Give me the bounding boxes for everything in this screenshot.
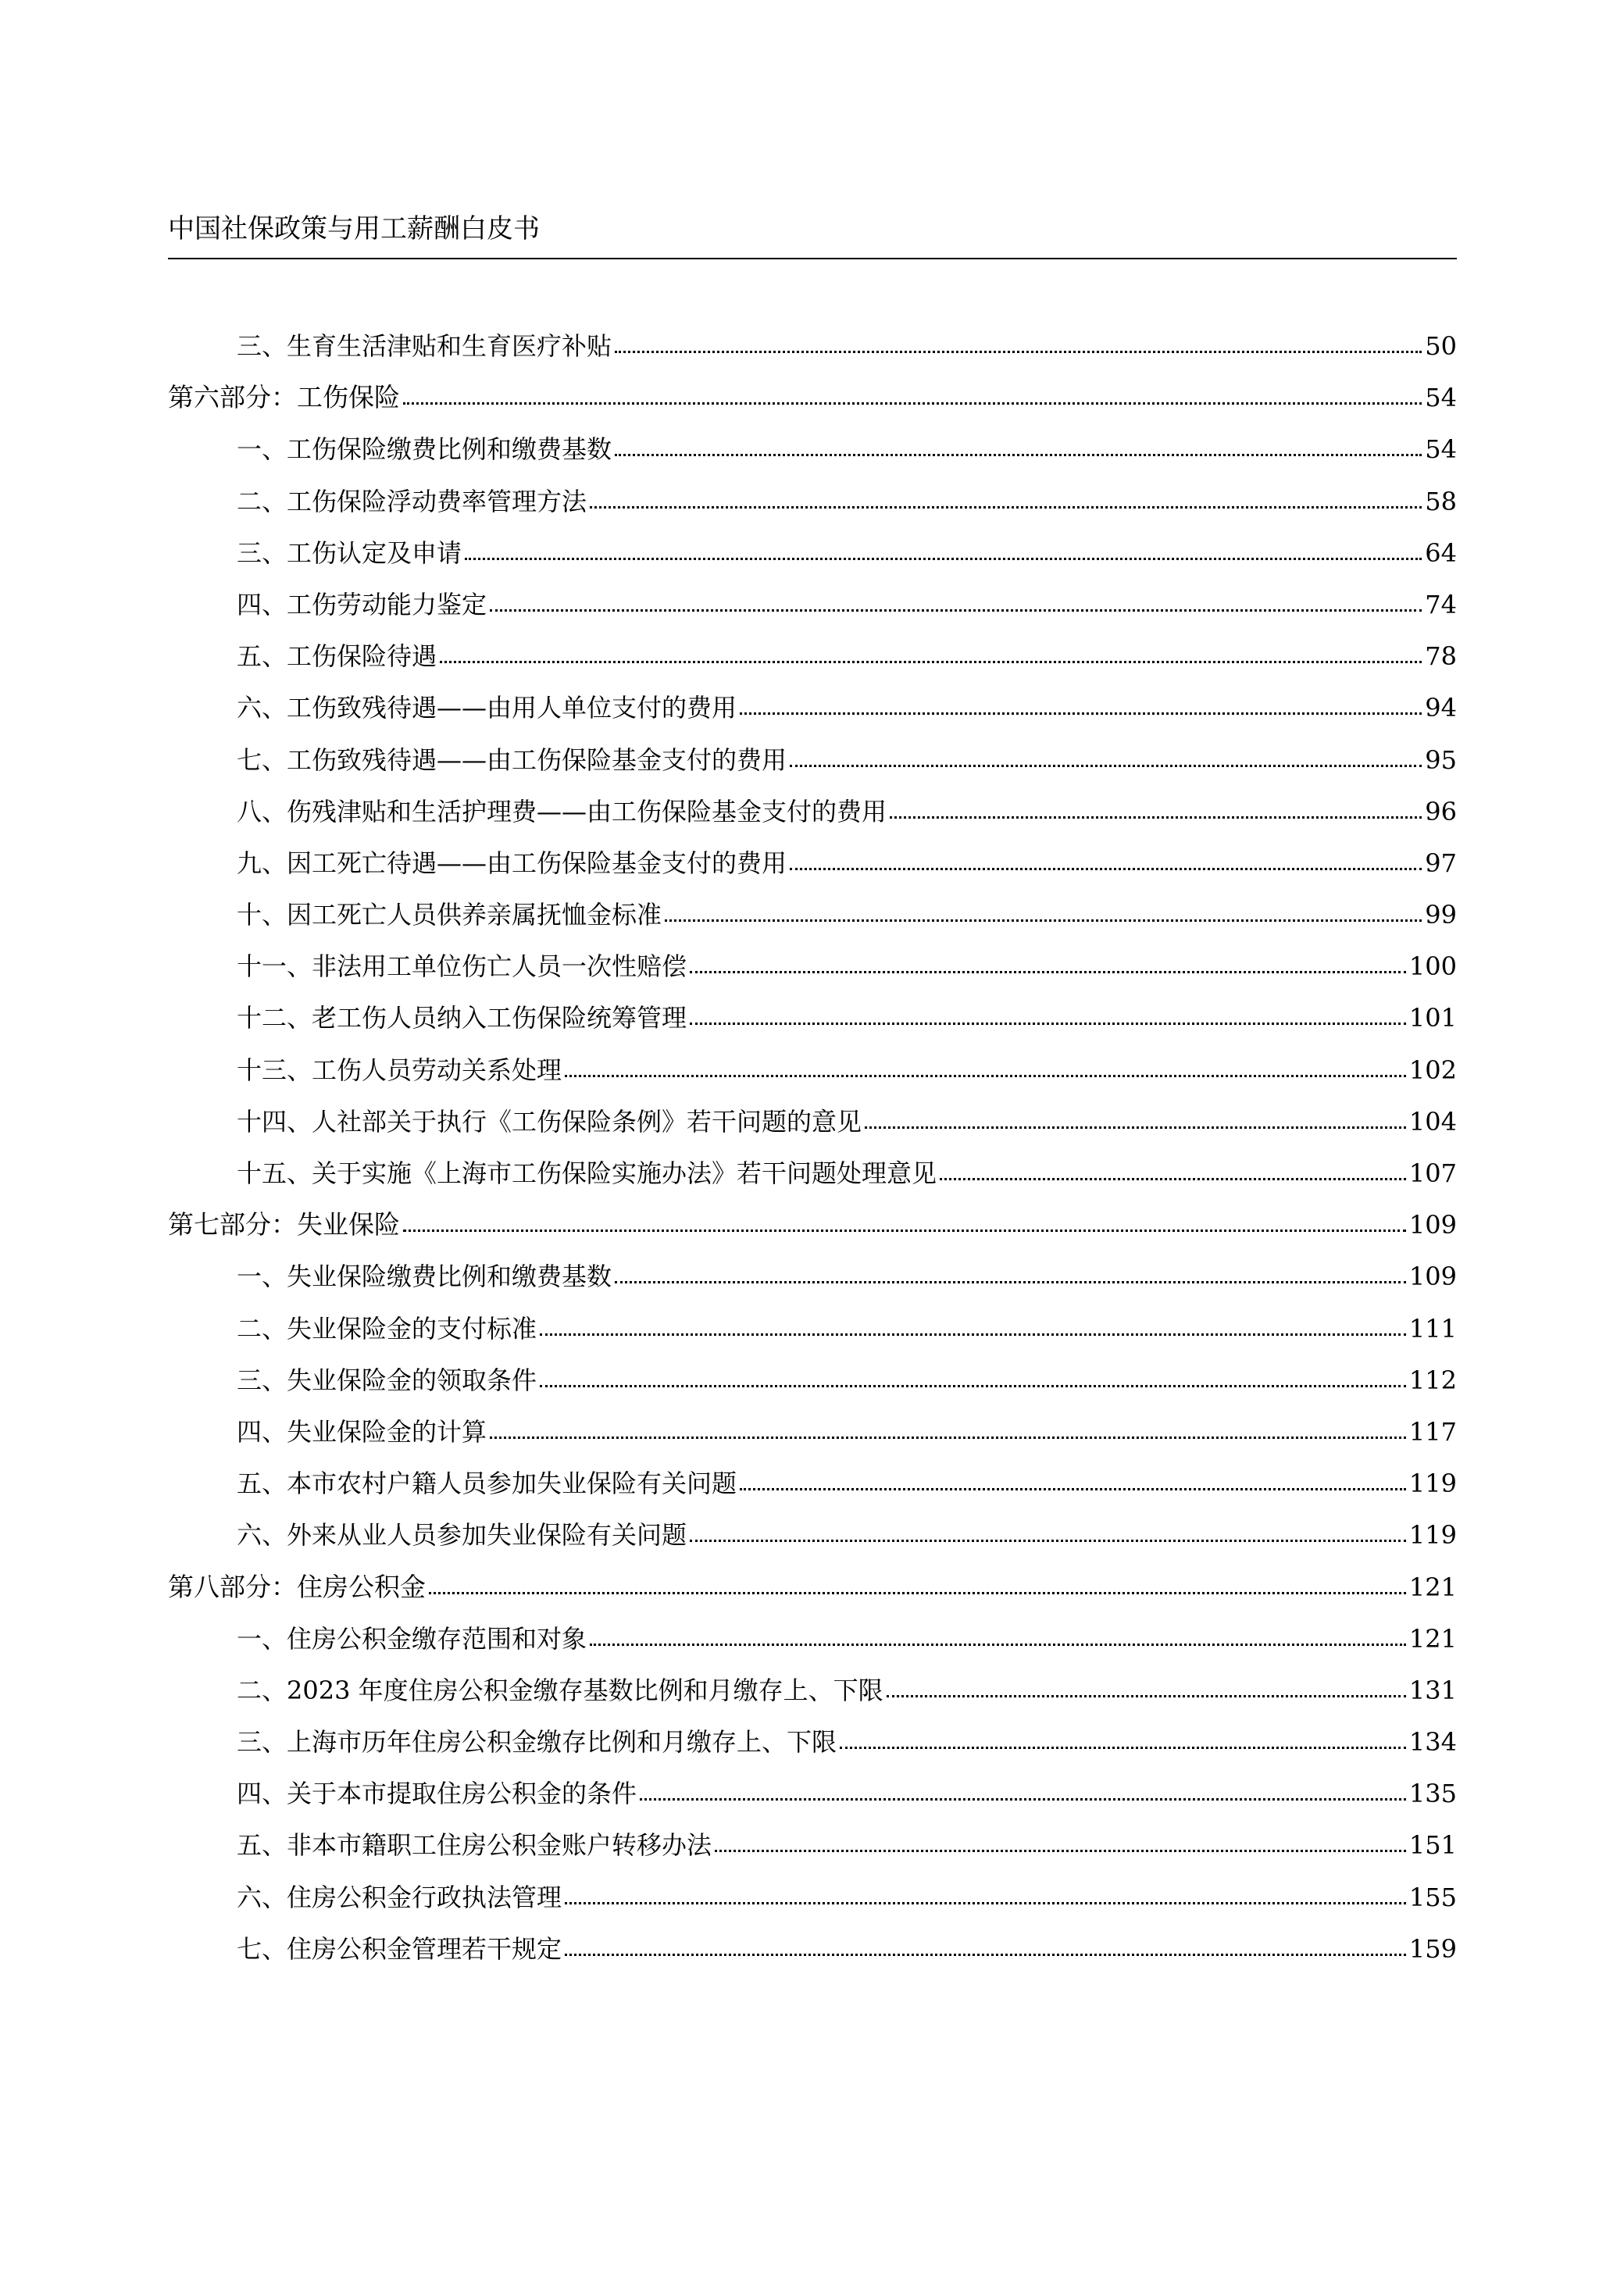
toc-dot-leader xyxy=(715,1848,1406,1852)
toc-page-number: 119 xyxy=(1408,1469,1457,1499)
toc-entry-title: 十、因工死亡人员供养亲属抚恤金标准 xyxy=(237,900,662,930)
toc-page-number: 107 xyxy=(1408,1158,1457,1188)
toc-dot-leader xyxy=(465,556,1422,560)
toc-dot-leader xyxy=(403,401,1422,405)
toc-entry-title: 十三、工伤人员劳动关系处理 xyxy=(237,1055,562,1085)
toc-dot-leader xyxy=(615,349,1422,353)
toc-entry-title: 五、非本市籍职工住房公积金账户转移办法 xyxy=(237,1830,712,1861)
toc-page-number: 111 xyxy=(1408,1313,1457,1344)
toc-dot-leader xyxy=(540,1332,1406,1336)
toc-entry[interactable] xyxy=(168,837,1457,889)
toc-page-number: 121 xyxy=(1408,1623,1457,1654)
toc-page-number: 104 xyxy=(1408,1106,1457,1137)
toc-page-number: 134 xyxy=(1408,1727,1457,1758)
toc-dot-leader xyxy=(590,1642,1406,1646)
toc-part-heading[interactable] xyxy=(168,1562,1457,1613)
header-divider xyxy=(168,258,1457,259)
toc-entry[interactable] xyxy=(168,1665,1457,1716)
toc-entry-title: 三、生育生活津贴和生育医疗补贴 xyxy=(237,331,612,361)
toc-dot-leader xyxy=(690,1538,1406,1542)
toc-entry[interactable] xyxy=(168,1303,1457,1355)
toc-dot-leader xyxy=(565,1073,1406,1077)
toc-entry[interactable] xyxy=(168,786,1457,837)
toc-entry-title: 三、工伤认定及申请 xyxy=(237,537,462,568)
toc-entry-title: 一、住房公积金缴存范围和对象 xyxy=(237,1623,587,1654)
toc-page-number: 135 xyxy=(1408,1779,1457,1809)
toc-entry[interactable] xyxy=(168,527,1457,579)
toc-dot-leader xyxy=(540,1383,1406,1387)
toc-entry[interactable] xyxy=(168,1458,1457,1509)
toc-page-number: 99 xyxy=(1425,900,1457,930)
toc-dot-leader xyxy=(615,452,1422,456)
toc-entry[interactable] xyxy=(168,734,1457,786)
toc-part-heading[interactable] xyxy=(168,372,1457,423)
toc-dot-leader xyxy=(615,1280,1406,1283)
toc-entry[interactable] xyxy=(168,1923,1457,1975)
toc-entry-title: 十五、关于实施《上海市工伤保险实施办法》若干问题处理意见 xyxy=(237,1158,937,1188)
toc-entry[interactable] xyxy=(168,476,1457,527)
toc-page-number: 54 xyxy=(1425,383,1457,413)
toc-page-number: 64 xyxy=(1425,537,1457,568)
toc-entry-title: 第六部分：工伤保险 xyxy=(168,382,400,413)
toc-dot-leader xyxy=(790,866,1422,870)
toc-entry[interactable] xyxy=(168,992,1457,1044)
table-of-contents xyxy=(168,320,1457,1975)
toc-entry-title: 七、住房公积金管理若干规定 xyxy=(237,1933,562,1964)
toc-page-number: 109 xyxy=(1408,1210,1457,1240)
toc-page-number: 121 xyxy=(1408,1572,1457,1602)
toc-entry[interactable] xyxy=(168,1147,1457,1199)
toc-page-number: 102 xyxy=(1408,1055,1457,1085)
toc-entry-title: 五、本市农村户籍人员参加失业保险有关问题 xyxy=(237,1469,737,1499)
toc-entry-title: 一、失业保险缴费比例和缴费基数 xyxy=(237,1262,612,1292)
toc-page-number: 119 xyxy=(1408,1520,1457,1551)
toc-page-number: 159 xyxy=(1408,1933,1457,1964)
toc-entry-title: 九、因工死亡待遇——由工伤保险基金支付的费用 xyxy=(237,848,787,878)
toc-dot-leader xyxy=(640,1797,1406,1801)
toc-page-number: 78 xyxy=(1425,641,1457,672)
toc-dot-leader xyxy=(840,1745,1406,1749)
toc-page-number: 96 xyxy=(1425,796,1457,826)
running-header-title: 中国社保政策与用工薪酬白皮书 xyxy=(168,213,540,244)
toc-page-number: 74 xyxy=(1425,589,1457,619)
toc-page-number: 94 xyxy=(1425,693,1457,723)
toc-entry[interactable] xyxy=(168,1096,1457,1147)
toc-entry-title: 十一、非法用工单位伤亡人员一次性赔偿 xyxy=(237,951,687,982)
toc-dot-leader xyxy=(565,1901,1406,1904)
toc-dot-leader xyxy=(690,969,1406,973)
toc-dot-leader xyxy=(690,1021,1406,1025)
toc-page-number: 95 xyxy=(1425,744,1457,775)
toc-dot-leader xyxy=(403,1228,1406,1232)
toc-entry-title: 第八部分：住房公积金 xyxy=(168,1571,426,1602)
toc-dot-leader xyxy=(490,1435,1406,1439)
toc-page-number: 58 xyxy=(1425,486,1457,516)
toc-entry-title: 七、工伤致残待遇——由工伤保险基金支付的费用 xyxy=(237,744,787,775)
toc-entry-title: 二、2023 年度住房公积金缴存基数比例和月缴存上、下限 xyxy=(237,1675,883,1705)
toc-dot-leader xyxy=(565,1952,1406,1956)
toc-dot-leader xyxy=(890,815,1422,819)
toc-entry-title: 一、工伤保险缴费比例和缴费基数 xyxy=(237,434,612,465)
toc-entry-title: 六、住房公积金行政执法管理 xyxy=(237,1882,562,1912)
toc-entry[interactable] xyxy=(168,1819,1457,1871)
toc-dot-leader xyxy=(740,1487,1406,1490)
toc-entry-title: 八、伤残津贴和生活护理费——由工伤保险基金支付的费用 xyxy=(237,796,887,826)
toc-entry[interactable] xyxy=(168,423,1457,475)
toc-entry-title: 五、工伤保险待遇 xyxy=(237,641,437,672)
toc-page-number: 54 xyxy=(1425,434,1457,465)
toc-entry[interactable] xyxy=(168,630,1457,682)
toc-entry-title: 十四、人社部关于执行《工伤保险条例》若干问题的意见 xyxy=(237,1106,862,1137)
toc-entry[interactable] xyxy=(168,1355,1457,1406)
toc-page-number: 151 xyxy=(1408,1830,1457,1861)
toc-entry[interactable] xyxy=(168,1251,1457,1302)
toc-entry[interactable] xyxy=(168,579,1457,630)
toc-entry-title: 四、失业保险金的计算 xyxy=(237,1416,487,1447)
toc-entry-title: 四、关于本市提取住房公积金的条件 xyxy=(237,1779,637,1809)
toc-entry-title: 六、外来从业人员参加失业保险有关问题 xyxy=(237,1520,687,1551)
toc-page-number: 100 xyxy=(1408,951,1457,982)
toc-page-number: 155 xyxy=(1408,1882,1457,1912)
toc-part-heading[interactable] xyxy=(168,1199,1457,1251)
toc-entry[interactable] xyxy=(168,1768,1457,1819)
toc-entry[interactable] xyxy=(168,889,1457,940)
toc-dot-leader xyxy=(490,608,1422,612)
toc-entry-title: 六、工伤致残待遇——由用人单位支付的费用 xyxy=(237,693,737,723)
toc-dot-leader xyxy=(440,659,1422,663)
toc-page-number: 101 xyxy=(1408,1003,1457,1033)
toc-entry[interactable] xyxy=(168,320,1457,372)
toc-page-number: 97 xyxy=(1425,848,1457,878)
toc-dot-leader xyxy=(940,1176,1406,1180)
toc-entry-title: 四、工伤劳动能力鉴定 xyxy=(237,589,487,619)
toc-page-number: 109 xyxy=(1408,1262,1457,1292)
toc-entry[interactable] xyxy=(168,1406,1457,1458)
toc-entry[interactable] xyxy=(168,1613,1457,1665)
toc-entry-title: 二、工伤保险浮动费率管理方法 xyxy=(237,486,587,516)
toc-entry[interactable] xyxy=(168,940,1457,992)
toc-entry[interactable] xyxy=(168,1509,1457,1561)
toc-page-number: 131 xyxy=(1408,1675,1457,1705)
toc-dot-leader xyxy=(790,763,1422,767)
toc-dot-leader xyxy=(665,918,1422,922)
toc-entry-title: 三、失业保险金的领取条件 xyxy=(237,1365,537,1395)
toc-page-number: 117 xyxy=(1408,1416,1457,1447)
toc-entry[interactable] xyxy=(168,1044,1457,1096)
toc-dot-leader xyxy=(865,1125,1406,1129)
toc-entry-title: 三、上海市历年住房公积金缴存比例和月缴存上、下限 xyxy=(237,1727,837,1758)
toc-entry-title: 二、失业保险金的支付标准 xyxy=(237,1313,537,1344)
toc-entry[interactable] xyxy=(168,682,1457,733)
toc-entry[interactable] xyxy=(168,1872,1457,1923)
toc-page-number: 50 xyxy=(1425,331,1457,361)
toc-page-number: 112 xyxy=(1408,1365,1457,1395)
toc-dot-leader xyxy=(590,505,1422,509)
toc-dot-leader xyxy=(887,1694,1406,1697)
toc-entry[interactable] xyxy=(168,1716,1457,1768)
toc-entry-title: 第七部分：失业保险 xyxy=(168,1209,400,1240)
toc-dot-leader xyxy=(740,711,1422,715)
toc-dot-leader xyxy=(429,1590,1406,1594)
toc-entry-title: 十二、老工伤人员纳入工伤保险统筹管理 xyxy=(237,1003,687,1033)
